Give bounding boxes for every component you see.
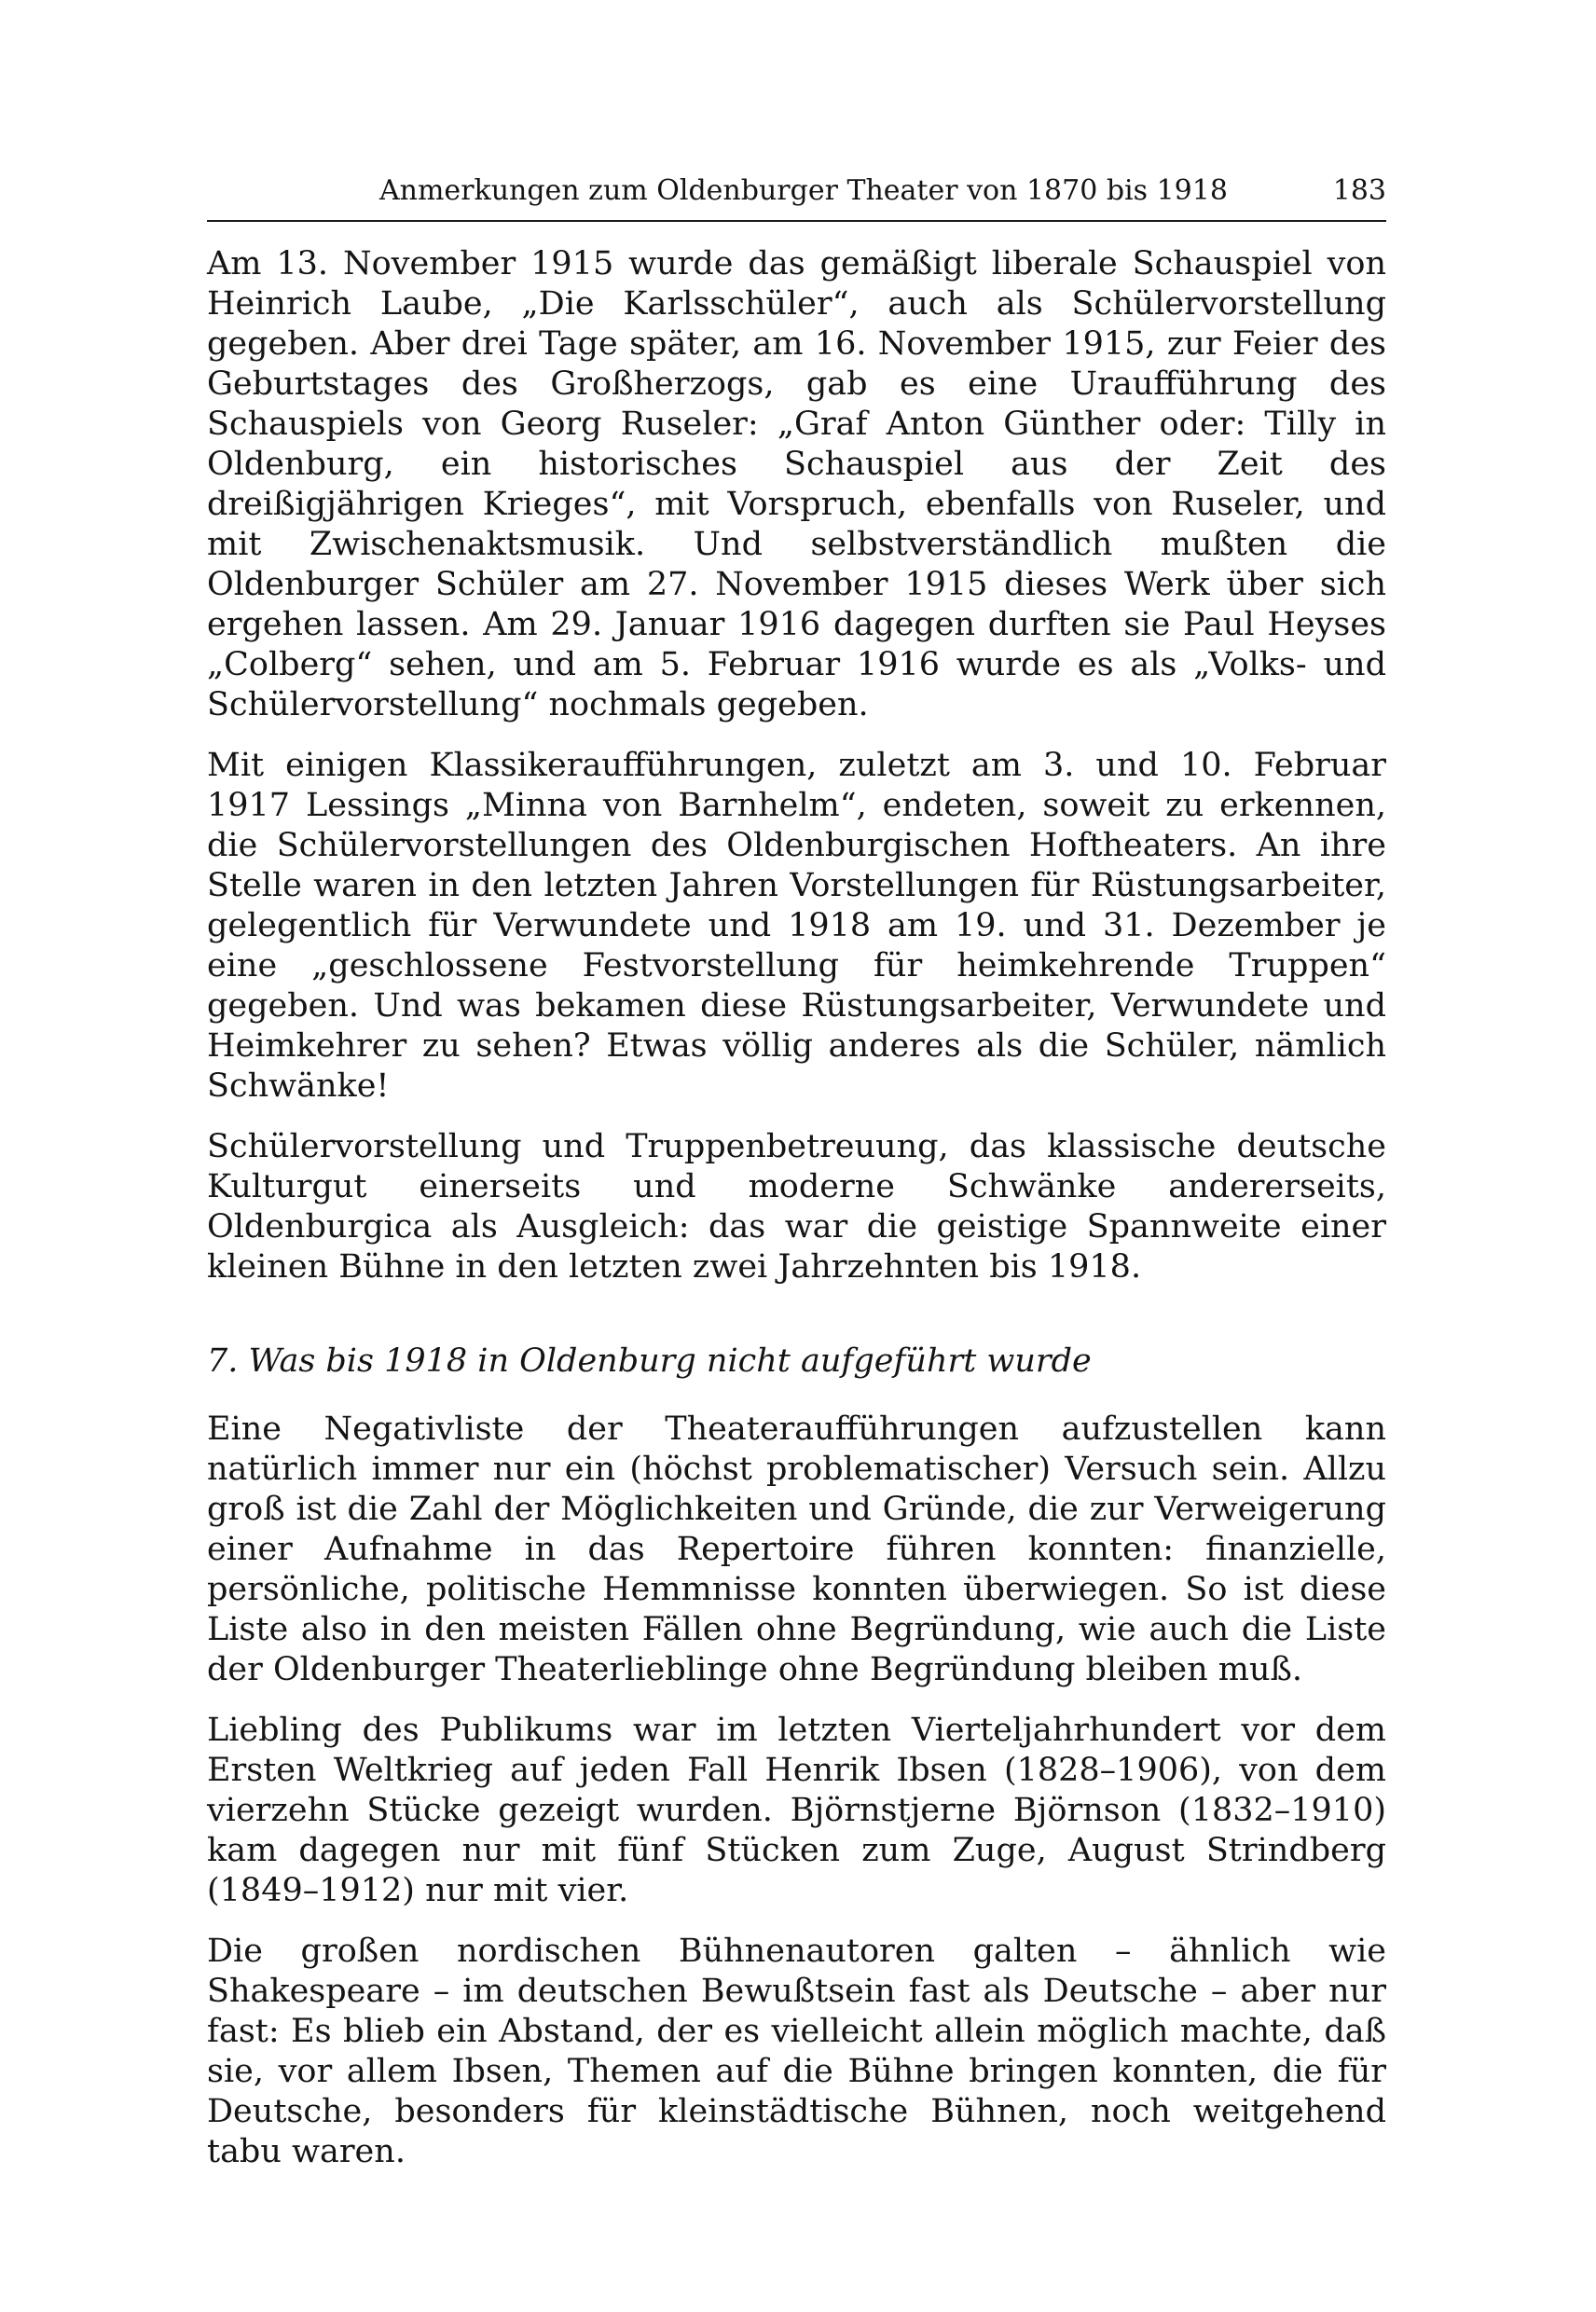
running-head-title: Anmerkungen zum Oldenburger Theater von 1870 bis 1918: [379, 174, 1228, 207]
body-text: [207, 244, 1386, 2193]
paragraph-3: Schülervorstellung und Truppenbetreuung, das klassische deutsche Kulturgut einerseits und moderne Schwänke andererseits, Oldenburgica als Ausgleich: das war die geistige Spannweite einer kleinen Bühne in den letzten zwei Jahrzehnten bis 1918.: [207, 1128, 1386, 1286]
paragraph-6: Die großen nordischen Bühnenautoren galten – ähnlich wie Shakespeare – im deutschen Bewußtsein fast als Deutsche – aber nur fast: Es blieb ein Abstand, der es vielleicht allein möglich machte, daß sie, vor allem Ibsen, Themen auf die Bühne bringen konnten, die für Deutsche, besonders für kleinstädtische Bühnen, noch weitgehend tabu waren.: [207, 1933, 1386, 2170]
running-head: [207, 168, 1386, 214]
section-heading: 7. Was bis 1918 in Oldenburg nicht aufgeführt wurde: [207, 1342, 1092, 1380]
paragraph-5: Liebling des Publikums war im letzten Vierteljahrhundert vor dem Ersten Weltkrieg auf jeden Fall Henrik Ibsen (1828–1906), von dem vierzehn Stücke gezeigt wurden. Björnstjerne Björnson (1832–1910) kam dagegen nur mit fünf Stücken zum Zuge, August Strindberg (1849–1912) nur mit vier.: [207, 1712, 1386, 1909]
paragraph-2: Mit einigen Klassikeraufführungen, zuletzt am 3. und 10. Februar 1917 Lessings „Minna von Barnhelm“, endeten, soweit zu erkennen, die Schülervorstellungen des Oldenburgischen Hoftheaters. An ihre Stelle waren in den letzten Jahren Vorstellungen für Rüstungsarbeiter, gelegentlich für Verwundete und 1918 am 19. und 31. Dezember je eine „geschlossene Festvorstellung für heimkehrende Truppen“ gegeben. Und was bekamen diese Rüstungsarbeiter, Verwundete und Heimkehrer zu sehen? Etwas völlig anderes als die Schüler, nämlich Schwänke!: [207, 747, 1386, 1105]
paragraph-1: Am 13. November 1915 wurde das gemäßigt liberale Schauspiel von Heinrich Laube, „Die Karlsschüler“, auch als Schülervorstellung gegeben. Aber drei Tage später, am 16. November 1915, zur Feier des Geburtstages des Großherzogs, gab es eine Uraufführung des Schauspiels von Georg Ruseler: „Graf Anton Günther oder: Tilly in Oldenburg, ein historisches Schauspiel aus der Zeit des dreißigjährigen Krieges“, mit Vorspruch, ebenfalls von Ruseler, und mit Zwischenaktsmusik. Und selbstverständlich mußten die Oldenburger Schüler am 27. November 1915 dieses Werk über sich ergehen lassen. Am 29. Januar 1916 dagegen durften sie Paul Heyses „Colberg“ sehen, und am 5. Februar 1916 wurde es als „Volks- und Schülervorstellung“ nochmals gegeben.: [207, 245, 1386, 723]
page-number: 183: [1332, 174, 1386, 207]
paragraph-4: Eine Negativliste der Theateraufführungen aufzustellen kann natürlich immer nur ein (höchst problematischer) Versuch sein. Allzu groß ist die Zahl der Möglichkeiten und Gründe, die zur Verweigerung einer Aufnahme in das Repertoire führen konnten: finanzielle, persönliche, politische Hemmnisse konnten überwiegen. So ist diese Liste also in den meisten Fällen ohne Begründung, wie auch die Liste der Oldenburger Theaterlieblinge ohne Begründung bleiben muß.: [207, 1411, 1386, 1688]
header-rule: [207, 220, 1386, 222]
